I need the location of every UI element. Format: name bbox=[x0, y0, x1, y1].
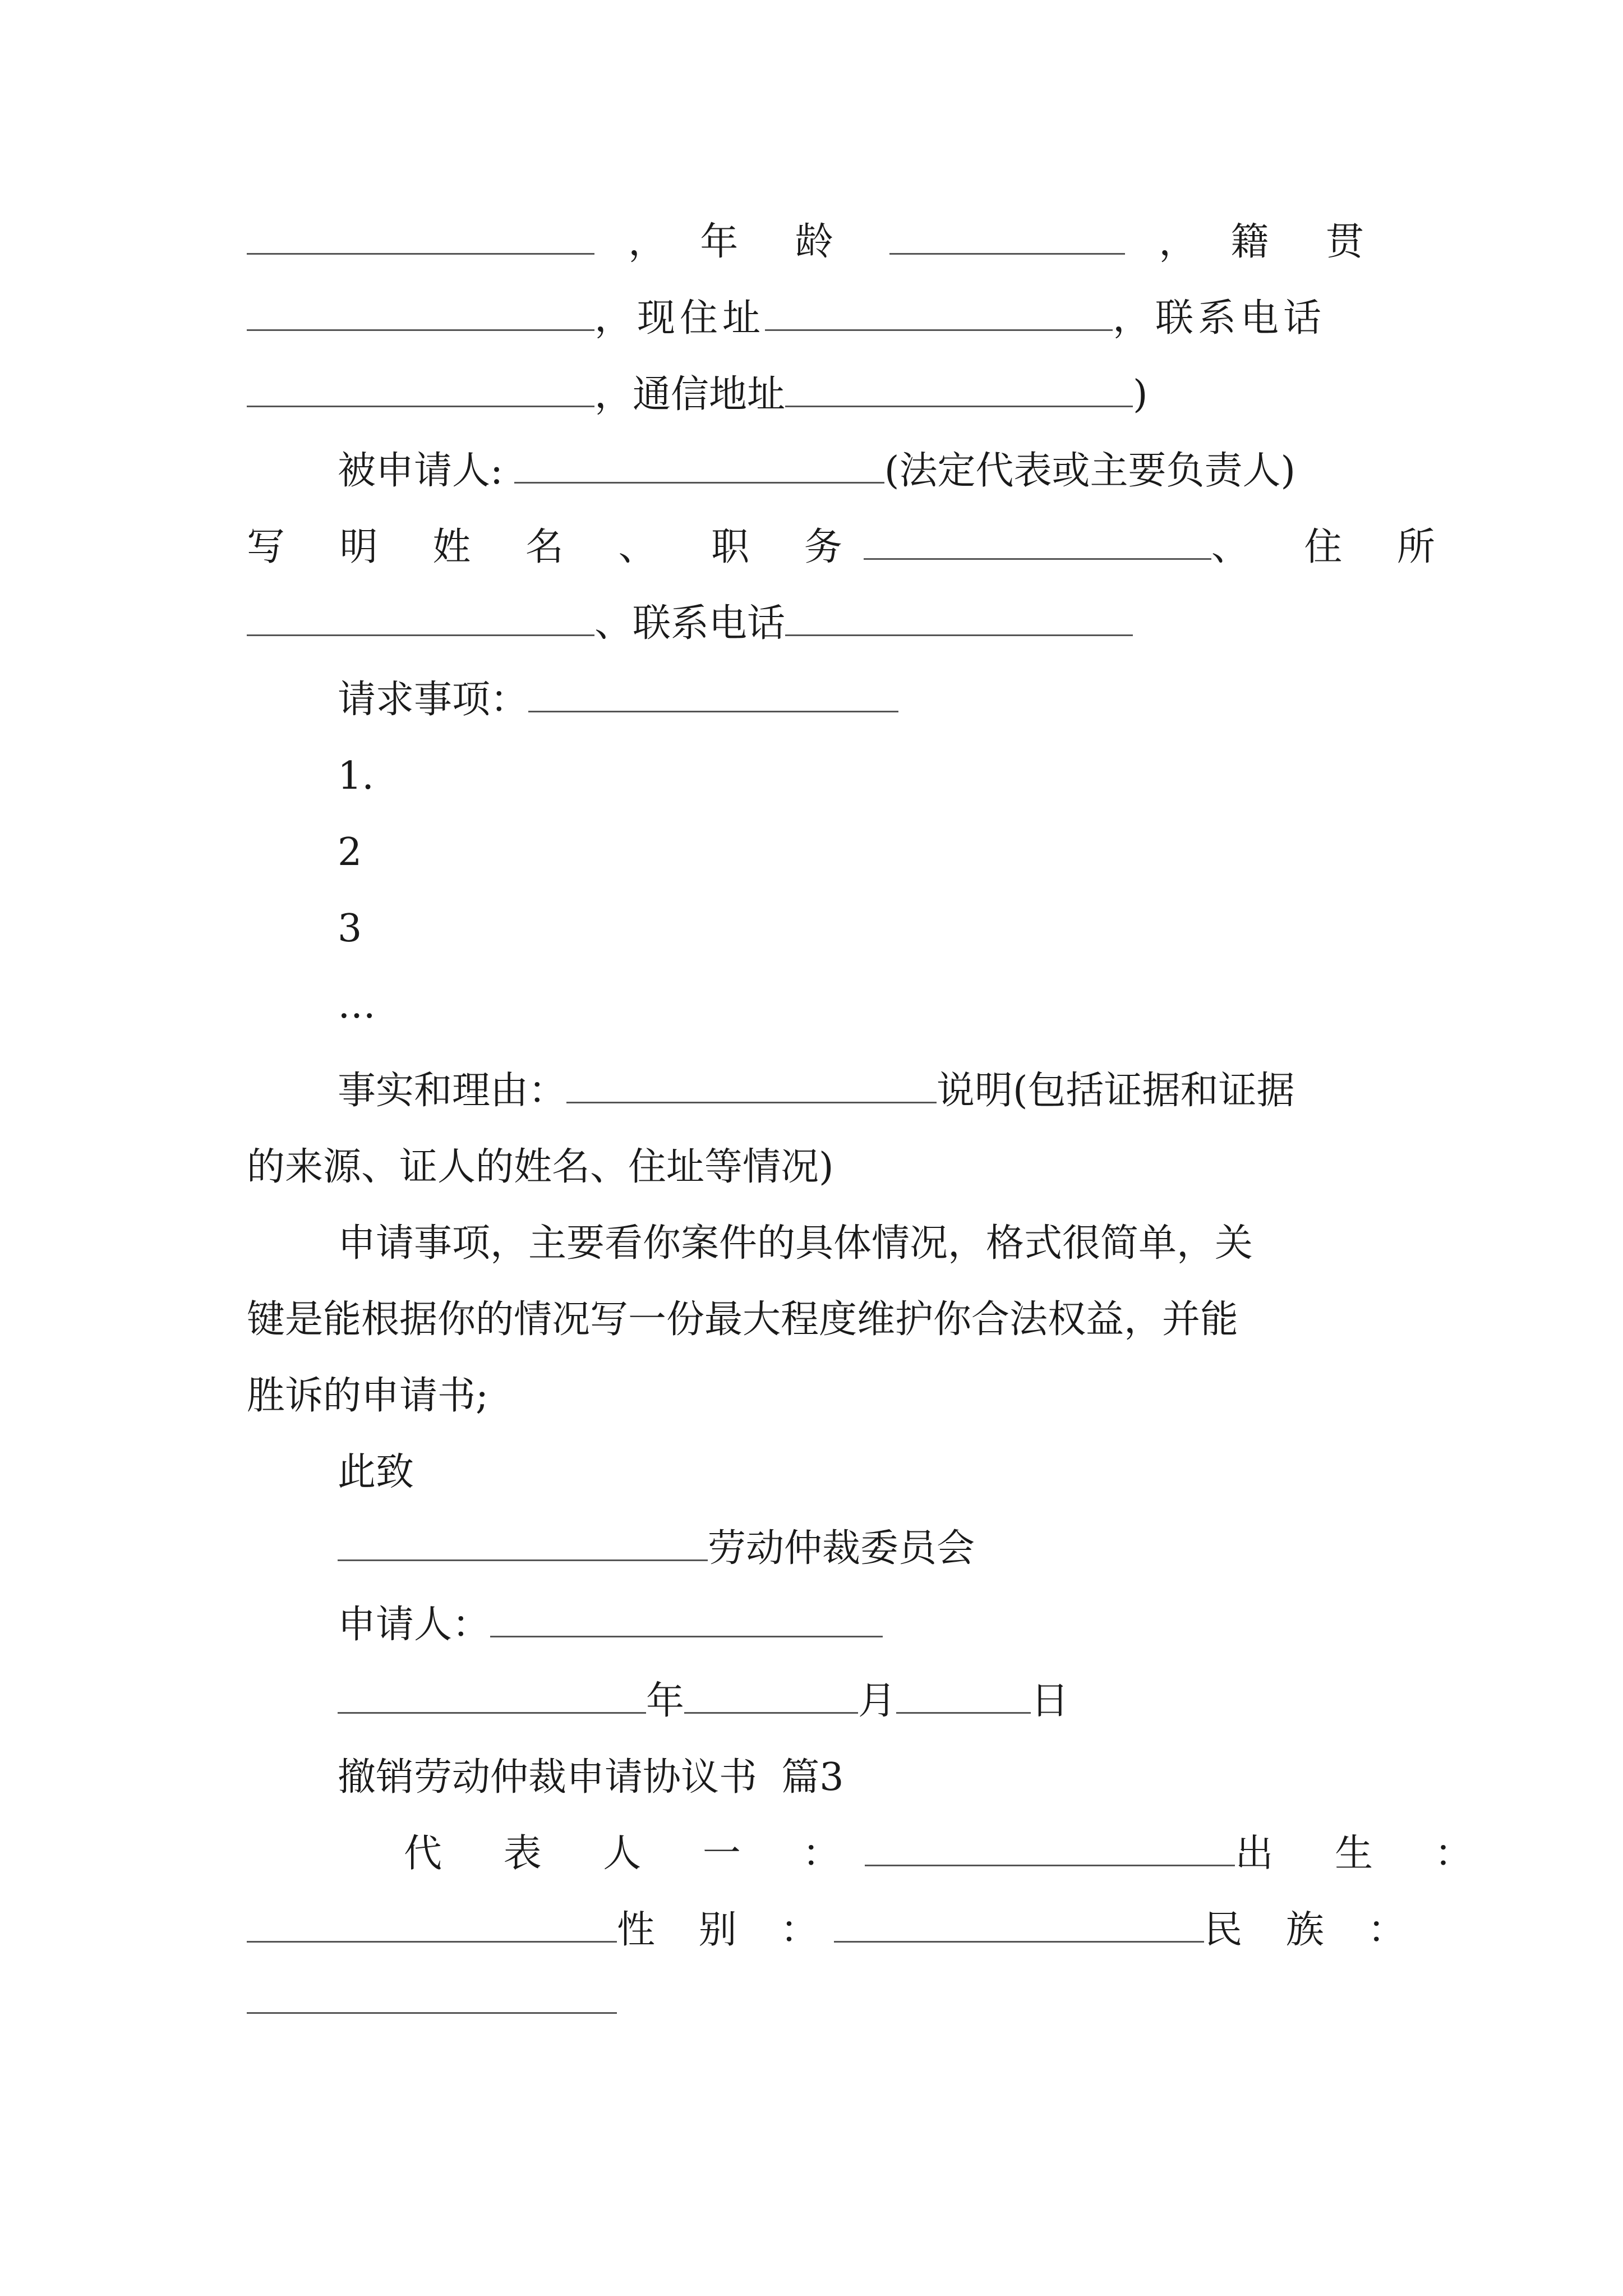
section3-title: 撤销劳动仲裁申请协议书 篇3 bbox=[338, 1755, 844, 1800]
salutation: 此致 bbox=[338, 1450, 414, 1494]
birth-blank[interactable] bbox=[247, 1907, 617, 1943]
rep1-label: 代 表 人 一 ： bbox=[404, 1832, 865, 1876]
residence-label: 、 住 所 bbox=[1211, 525, 1456, 569]
rep1-blank[interactable] bbox=[865, 1831, 1235, 1866]
day-blank[interactable] bbox=[896, 1678, 1031, 1714]
birth-label: 出 生 ： bbox=[1235, 1832, 1497, 1876]
facts-label: 事实和理由： bbox=[338, 1069, 567, 1113]
requests-line bbox=[338, 672, 1386, 728]
month-blank[interactable] bbox=[684, 1678, 858, 1714]
applicant-line-2 bbox=[247, 291, 1386, 347]
facts-note: 说明(包括证据和证据 bbox=[937, 1069, 1295, 1113]
facts-blank[interactable] bbox=[566, 1068, 937, 1103]
write-name-label: 写 明 姓 名 、 职 务 bbox=[247, 525, 864, 569]
applicant-signature-blank[interactable] bbox=[490, 1602, 883, 1637]
applicant-signature-line: 申请人： bbox=[338, 1597, 1386, 1653]
facts-line-2: 的来源、证人的姓名、住址等情况) bbox=[247, 1145, 834, 1189]
address-label: ，现住址 bbox=[594, 296, 766, 341]
position-blank[interactable] bbox=[864, 524, 1211, 560]
respondent-phone-blank[interactable] bbox=[785, 601, 1133, 636]
age-label: 年 龄 bbox=[700, 220, 856, 264]
committee-blank[interactable] bbox=[338, 1526, 708, 1561]
phone-blank[interactable] bbox=[247, 372, 594, 407]
respondent-label: 被申请人: bbox=[338, 449, 503, 493]
gender-label: 性 别 ： bbox=[617, 1908, 834, 1952]
ethnicity-label: 民 族 ： bbox=[1204, 1908, 1422, 1952]
date-line: 年 月 日 bbox=[338, 1673, 1386, 1729]
respondent-note: (法定代表或主要负责人) bbox=[884, 449, 1295, 493]
request-item-1: 1. bbox=[338, 754, 374, 798]
name-blank[interactable] bbox=[247, 219, 594, 255]
respondent-line-2 bbox=[247, 519, 1456, 576]
native-place-label: 籍 贯 bbox=[1230, 220, 1386, 264]
phone-label: ，联系电话 bbox=[1113, 296, 1326, 341]
committee-line: 劳动仲裁委员会 bbox=[338, 1521, 1386, 1577]
respondent-line-3 bbox=[247, 596, 1386, 652]
requests-blank[interactable] bbox=[528, 677, 898, 712]
request-item-2: 2 bbox=[338, 830, 362, 875]
ethnicity-line bbox=[247, 1978, 1386, 2014]
address-blank[interactable] bbox=[765, 296, 1113, 331]
age-blank[interactable] bbox=[889, 219, 1125, 255]
applicant-line-3: ，通信地址 ) bbox=[247, 367, 1386, 423]
mail-address-blank[interactable] bbox=[785, 372, 1133, 407]
respondent-line-1 bbox=[338, 443, 1386, 499]
facts-line-1 bbox=[338, 1063, 1386, 1119]
request-item-3: 3 bbox=[338, 907, 362, 951]
native-place-blank[interactable] bbox=[247, 296, 594, 331]
advice-line-3: 胜诉的申请书; bbox=[247, 1374, 488, 1418]
mail-address-label: ，通信地址 bbox=[594, 372, 786, 417]
respondent-phone-label: 、联系电话 bbox=[594, 601, 786, 646]
gender-blank[interactable] bbox=[834, 1907, 1204, 1943]
representative-line bbox=[404, 1826, 1497, 1882]
requests-label: 请求事项： bbox=[338, 678, 529, 722]
ethnicity-blank[interactable] bbox=[247, 1978, 617, 2014]
advice-line-1: 申请事项，主要看你案件的具体情况，格式很简单，关 bbox=[338, 1221, 1253, 1266]
year-blank[interactable] bbox=[338, 1678, 646, 1714]
gender-line bbox=[247, 1902, 1422, 1958]
request-item-ellipsis: … bbox=[338, 983, 376, 1027]
applicant-line-1: ， 年 龄 ， 籍 贯 bbox=[247, 214, 1386, 270]
respondent-blank[interactable] bbox=[514, 448, 884, 484]
advice-line-2: 键是能根据你的情况写一份最大程度维护你合法权益，并能 bbox=[247, 1297, 1239, 1342]
residence-blank[interactable] bbox=[247, 601, 594, 636]
